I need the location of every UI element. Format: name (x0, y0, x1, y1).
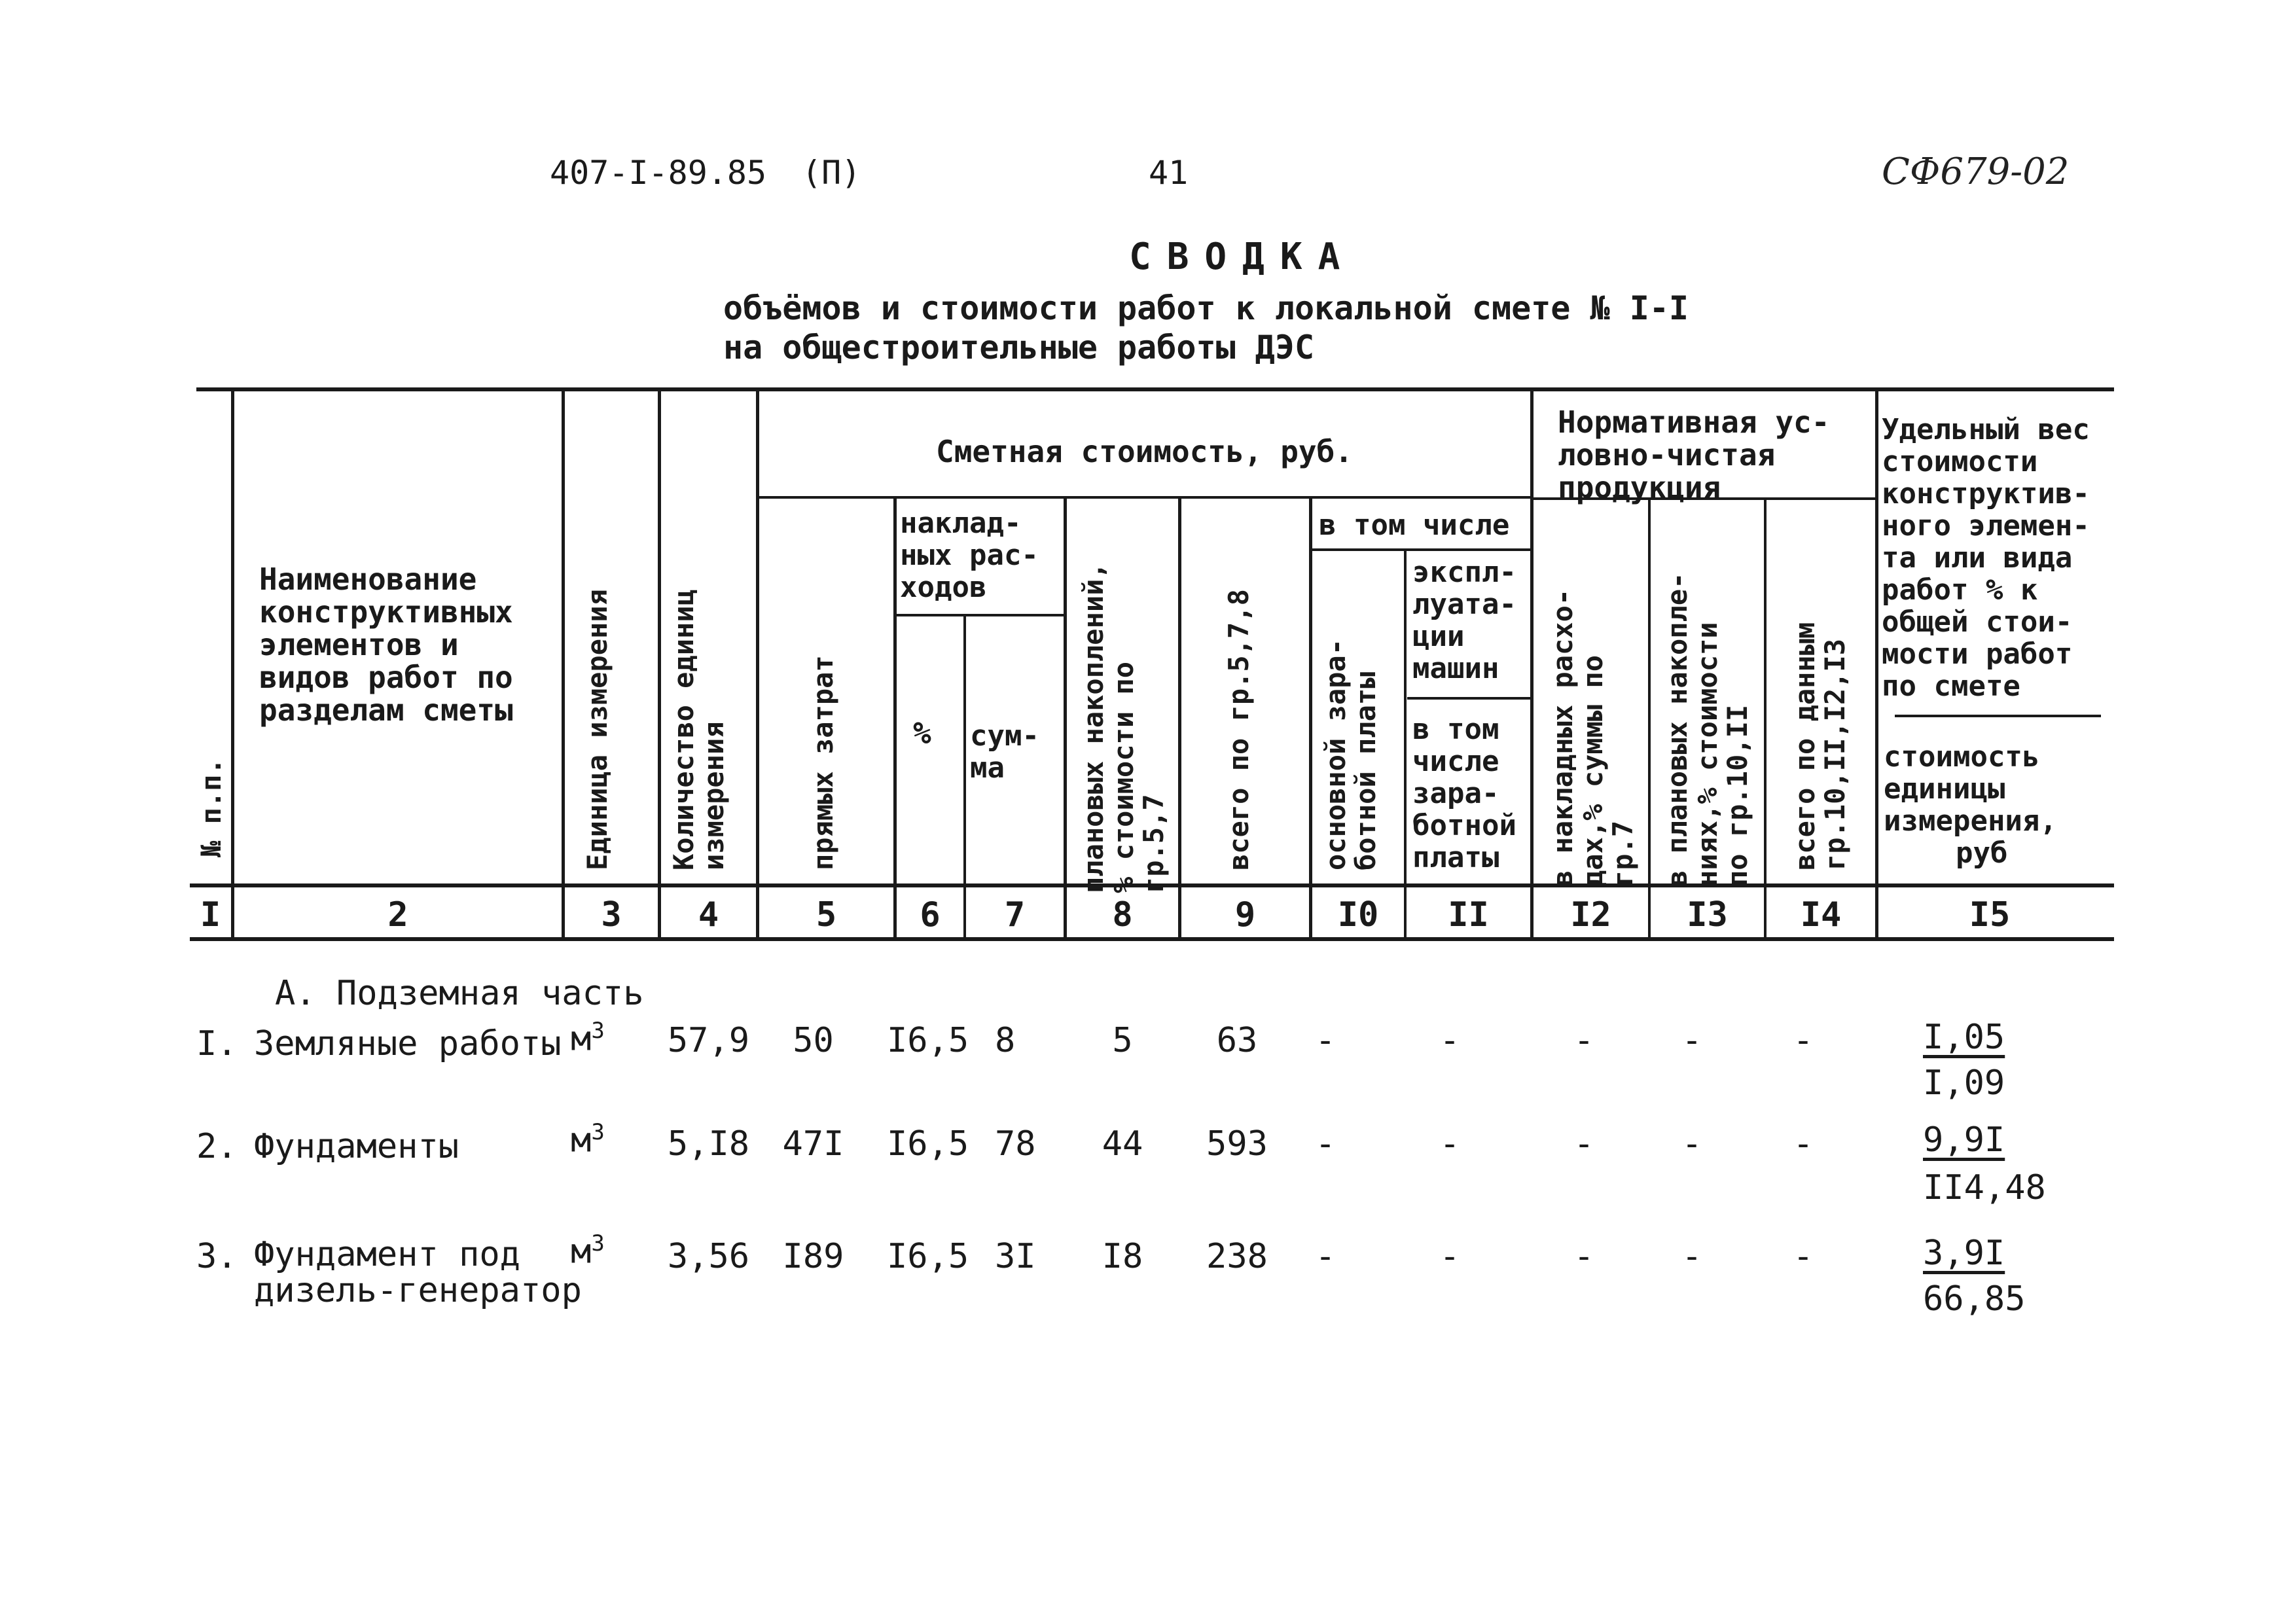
row-in-planned-savings: - (1681, 1124, 1702, 1164)
col-group-normative-net-product: Нормативная ус- ловно-чистая продукция (1558, 404, 1830, 505)
row-machine-wages: - (1439, 1237, 1460, 1276)
col-group-estimated-cost: Сметная стоимость, руб. (936, 434, 1353, 469)
col-header-total-net-product: всего по данным гр.10,II,I2,I3 (1789, 622, 1851, 870)
col-header-share-percent: Удельный вес стоимости конструктив- ного элемен- та или вида работ % к общей стои- мости работ по смете (1882, 413, 2090, 703)
column-number: 7 (1004, 895, 1026, 935)
column-number: 2 (387, 895, 408, 935)
col-header-planned-savings: плановых накоплений, % стоимости по гр.5,7 (1077, 562, 1170, 893)
row-base-wages: - (1315, 1021, 1336, 1060)
col-header-name: Наименование конструктивных элементов и видов работ по разделам сметы (259, 562, 513, 728)
col-header-overhead-sum: сум- ма (970, 719, 1039, 785)
document-subtitle-line1: объёмов и стоимости работ к локальной смете № I-I (723, 289, 1689, 327)
row-total-net-product: - (1793, 1124, 1814, 1164)
row-total: 63 (1216, 1021, 1258, 1060)
row-quantity: 57,9 (667, 1021, 750, 1060)
row-name: Фундаменты (254, 1127, 459, 1166)
row-in-overhead: - (1573, 1237, 1594, 1276)
row-planned-savings: I8 (1102, 1237, 1143, 1276)
column-number: 6 (920, 895, 941, 935)
row-overhead-percent: I6,5 (887, 1021, 969, 1060)
col-header-machine-operation: экспл- луата- ции машин (1412, 556, 1516, 685)
column-number: I5 (1969, 895, 2011, 935)
handwritten-stamp: СФ679-02 (1882, 151, 2070, 193)
row-overhead-percent: I6,5 (887, 1124, 969, 1164)
document-title: СВОДКА (1129, 236, 1356, 278)
column-number: 8 (1112, 895, 1133, 935)
column-number: II (1448, 895, 1489, 935)
col-header-machine-wages: в том числе зара- ботной платы (1412, 713, 1516, 874)
column-number: 5 (816, 895, 837, 935)
row-quantity: 3,56 (667, 1237, 750, 1276)
col-header-base-wages: основной зара- ботной платы (1319, 638, 1382, 870)
row-number: I. (196, 1024, 238, 1063)
row-total: 238 (1206, 1237, 1268, 1276)
column-number: 4 (698, 895, 719, 935)
row-name: Фундамент под дизель-генератор (254, 1235, 582, 1310)
row-direct-costs: I89 (782, 1237, 844, 1276)
row-overhead-percent: I6,5 (887, 1237, 969, 1276)
page-number: 41 (1149, 154, 1189, 192)
row-in-planned-savings: - (1681, 1237, 1702, 1276)
row-unit: $м^3$ (571, 1230, 605, 1272)
row-share-percent: 9,9I (1923, 1120, 2005, 1160)
col-header-unit: Единица измерения (581, 589, 613, 870)
row-share-percent: I,05 (1923, 1018, 2005, 1057)
column-number: I4 (1800, 895, 1842, 935)
row-number: 3. (196, 1237, 238, 1276)
row-name: Земляные работы (254, 1024, 562, 1063)
row-unit-cost: II4,48 (1923, 1168, 2046, 1207)
row-quantity: 5,I8 (667, 1124, 750, 1164)
column-number: I2 (1570, 895, 1611, 935)
row-in-planned-savings: - (1681, 1021, 1702, 1060)
row-overhead-sum: 78 (995, 1124, 1036, 1164)
row-total: 593 (1206, 1124, 1268, 1164)
document-subtitle-line2: на общестроительные работы ДЭС (723, 329, 1315, 366)
col-header-in-overhead: в накладных расхо- дах,% суммы по гр.7 (1547, 588, 1639, 887)
row-planned-savings: 5 (1112, 1021, 1133, 1060)
row-machine-wages: - (1439, 1021, 1460, 1060)
col-header-number: № п.п. (195, 758, 227, 857)
col-header-total-5-7-8: всего по гр.5,7,8 (1223, 589, 1255, 870)
col-header-unit-cost: стоимость единицы измерения, руб (1884, 740, 2057, 870)
section-heading: А. Подземная часть (275, 974, 644, 1013)
column-number: I (200, 895, 221, 935)
row-base-wages: - (1315, 1237, 1336, 1276)
row-overhead-sum: 8 (995, 1021, 1016, 1060)
row-share-percent: 3,9I (1923, 1234, 2005, 1273)
column-number: I3 (1687, 895, 1728, 935)
col-group-including: в том числе (1319, 508, 1510, 542)
row-total-net-product: - (1793, 1021, 1814, 1060)
row-in-overhead: - (1573, 1124, 1594, 1164)
document-code: 407-I-89.85 (550, 154, 767, 192)
row-overhead-sum: 3I (995, 1237, 1036, 1276)
row-total-net-product: - (1793, 1237, 1814, 1276)
row-direct-costs: 50 (793, 1021, 834, 1060)
col-header-quantity: Количество единиц измерения (668, 589, 730, 870)
row-direct-costs: 47I (782, 1124, 844, 1164)
column-number: I0 (1337, 895, 1379, 935)
column-number: 3 (601, 895, 622, 935)
document-variant: (П) (802, 154, 861, 192)
row-planned-savings: 44 (1102, 1124, 1143, 1164)
row-unit: $м^3$ (571, 1018, 605, 1059)
col-header-in-planned-savings: в плановых накопле- ниях,% стоимости по гр.10,II (1661, 572, 1753, 887)
row-number: 2. (196, 1127, 238, 1166)
row-base-wages: - (1315, 1124, 1336, 1164)
col-header-direct-costs: прямых затрат (807, 655, 839, 870)
col-header-overhead-percent: % (913, 715, 931, 751)
col-group-overhead: наклад- ных рас- ходов (900, 507, 1039, 604)
row-machine-wages: - (1439, 1124, 1460, 1164)
column-number: 9 (1234, 895, 1256, 935)
row-unit: $м^3$ (571, 1119, 605, 1160)
row-in-overhead: - (1573, 1021, 1594, 1060)
row-unit-cost: 66,85 (1923, 1279, 2026, 1319)
row-unit-cost: I,09 (1923, 1063, 2005, 1103)
